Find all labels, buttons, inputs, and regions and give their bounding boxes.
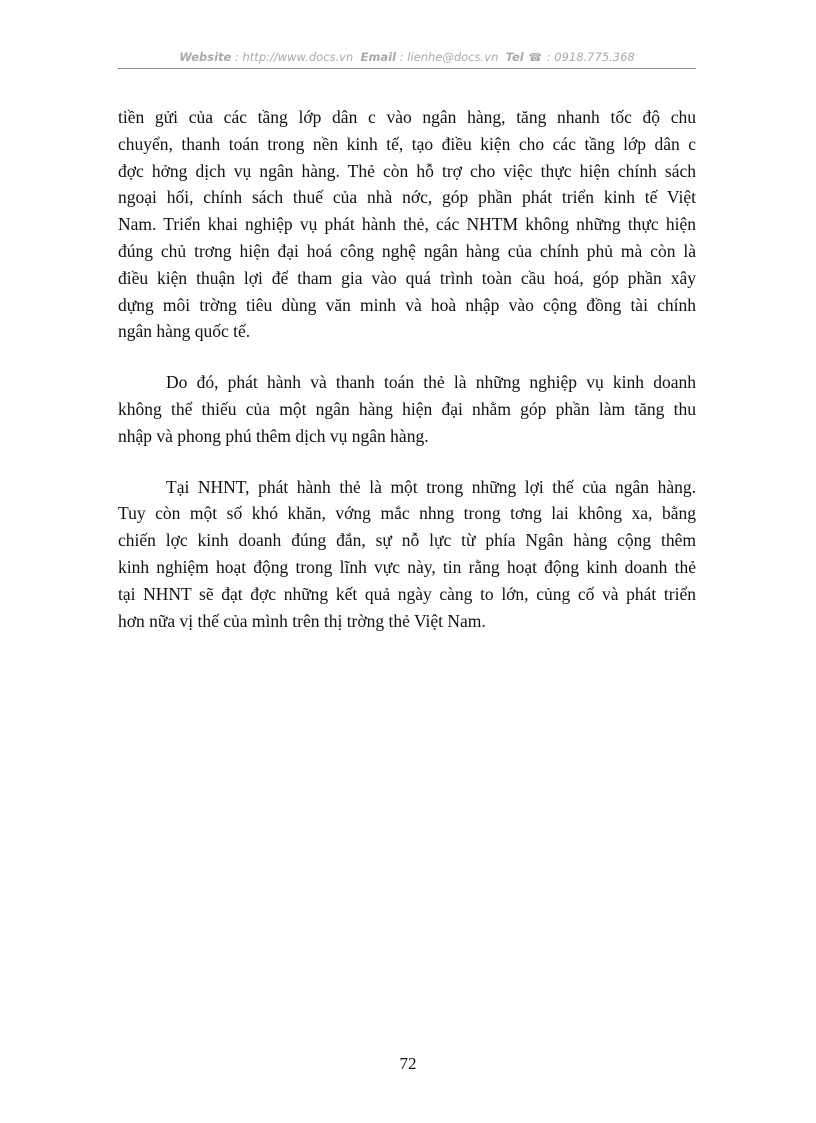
email-value[interactable]: : lienhe@docs.vn	[399, 50, 499, 64]
text-line: kinh nghiệm hoạt động trong lĩnh vực này, tin rằng hoạt động kinh doanh thẻ	[118, 556, 696, 577]
text-line: đợc hởng dịch vụ ngân hàng. Thẻ còn hỗ trợ cho việc thực hiện chính sách	[118, 160, 696, 181]
paragraph-1	[118, 104, 696, 345]
text-line: Tại NHNT, phát hành thẻ là một trong những lợi thế của ngân hàng.	[166, 476, 696, 497]
website-value[interactable]: : http://www.docs.vn	[234, 50, 354, 64]
website-label: Website	[179, 50, 232, 64]
tel-value: : 0918.775.368	[546, 50, 635, 64]
text-line: Tuy còn một số khó khăn, vớng mắc nhng trong tơng lai không xa, bằng	[118, 503, 696, 524]
text-line: đúng chủ trơng hiện đại hoá công nghệ ngân hàng của chính phủ mà còn là	[118, 240, 696, 261]
paragraph-gap	[118, 450, 696, 474]
text-line: điều kiện thuận lợi để tham gia vào quá trình toàn cầu hoá, góp phần xây	[118, 267, 696, 288]
text-line: ngoại hối, chính sách thuế của nhà nớc, góp phần phát triển kinh tế Việt	[118, 187, 696, 208]
text-line: không thể thiếu của một ngân hàng hiện đại nhằm góp phần làm tăng thu	[118, 398, 696, 419]
body-text	[118, 104, 696, 634]
page-header	[118, 50, 696, 69]
paragraph-2	[118, 369, 696, 449]
text-line: nhập và phong phú thêm dịch vụ ngân hàng.	[118, 425, 429, 446]
text-line: tiền gửi của các tầng lớp dân c vào ngân hàng, tăng nhanh tốc độ chu	[118, 107, 696, 127]
paragraph-gap	[118, 345, 696, 369]
text-line: Nam. Triển khai nghiệp vụ phát hành thẻ, các NHTM không những thực hiện	[118, 214, 696, 235]
text-line: tại NHNT sẽ đạt đợc những kết quả ngày càng to lớn, củng cố và phát triển	[118, 583, 696, 604]
text-line: dựng môi trờng tiêu dùng văn minh và hoà nhập vào cộng đồng tài chính	[118, 294, 696, 315]
text-line: chuyển, thanh toán trong nền kinh tế, tạo điều kiện cho các tầng lớp dân c	[118, 133, 696, 154]
tel-label: Tel	[505, 50, 524, 64]
paragraph-3	[118, 474, 696, 635]
phone-icon: ☎	[528, 51, 543, 64]
text-line: hơn nữa vị thế của mình trên thị trờng thẻ Việt Nam.	[118, 610, 486, 631]
page-number: 72	[399, 1054, 417, 1073]
text-line: chiến lợc kinh doanh đúng đắn, sự nỗ lực từ phía Ngân hàng cộng thêm	[118, 530, 696, 551]
email-label: Email	[360, 50, 397, 64]
text-line: Do đó, phát hành và thanh toán thẻ là những nghiệp vụ kinh doanh	[166, 372, 696, 393]
text-line: ngân hàng quốc tế.	[118, 321, 251, 342]
